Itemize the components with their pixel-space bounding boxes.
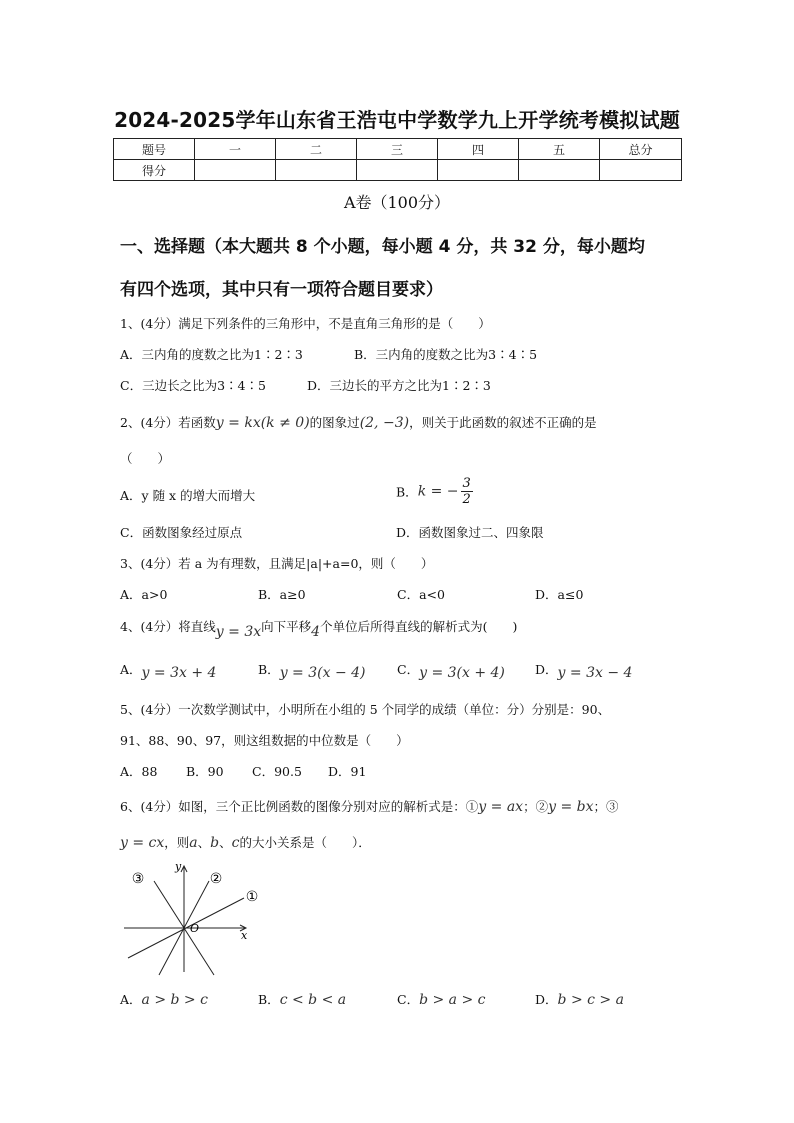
q6-option-b-text: c < b < a bbox=[279, 992, 347, 1008]
q6-option-a-label: A． bbox=[120, 992, 142, 1007]
q4-option-d-formula: y = 3x − 4 bbox=[557, 665, 633, 681]
q4-shift-number: 4 bbox=[311, 624, 321, 640]
section1-heading-line2: 有四个选项，其中只有一项符合题目要求） bbox=[120, 280, 443, 300]
q6-separator-2: ；③ bbox=[593, 799, 619, 814]
q2-option-a-label: A． bbox=[120, 488, 142, 503]
q1-option-c[interactable]: C．三边长之比为3∶4∶5 bbox=[120, 378, 266, 393]
q1-option-b[interactable]: B．三内角的度数之比为3∶4∶5 bbox=[354, 347, 538, 362]
q6-comma-2: 、 bbox=[219, 835, 232, 850]
q6-function-3: y = cx bbox=[120, 835, 165, 851]
q6-stem-text-c: 的大小关系是（ ）． bbox=[239, 835, 371, 850]
q2-option-b[interactable] bbox=[396, 476, 473, 507]
q4-option-b-formula: y = 3(x − 4) bbox=[279, 665, 366, 681]
q4-stem-text-a: 4、(4分）将直线 bbox=[120, 619, 216, 634]
score-cell[interactable] bbox=[276, 160, 357, 181]
q6-stem-line1 bbox=[120, 797, 619, 815]
q2-option-b-lhs: k = − bbox=[417, 483, 459, 500]
q4-stem bbox=[120, 617, 518, 640]
q1-option-a[interactable]: A．三内角的度数之比为1∶2∶3 bbox=[120, 347, 303, 362]
q5-stem-line1: 5、(4分）一次数学测试中，小明所在小组的 5 个同学的成绩（单位：分）分别是：90、 bbox=[120, 702, 611, 717]
q6-option-d-label: D． bbox=[535, 992, 558, 1007]
q6-option-b[interactable] bbox=[258, 990, 346, 1008]
q6-option-a[interactable] bbox=[120, 990, 208, 1008]
q6-var-a: a bbox=[189, 835, 198, 851]
q2-option-c[interactable]: C．函数图象经过原点 bbox=[120, 525, 243, 540]
q6-stem-text-a: 6、(4分）如图，三个正比例函数的图像分别对应的解析式是：① bbox=[120, 799, 479, 814]
q6-option-c[interactable] bbox=[397, 990, 486, 1008]
q2-stem bbox=[120, 413, 597, 431]
q1-option-d[interactable]: D．三边长的平方之比为1∶2∶3 bbox=[307, 378, 491, 393]
q4-option-a[interactable] bbox=[120, 660, 217, 681]
q2-option-d[interactable]: D．函数图象过二、四象限 bbox=[396, 525, 544, 540]
score-header-cell: 三 bbox=[357, 139, 438, 160]
q4-option-a-label: A． bbox=[120, 662, 142, 677]
score-cell[interactable] bbox=[438, 160, 519, 181]
graph-label-3: ③ bbox=[131, 871, 145, 887]
score-cell[interactable] bbox=[600, 160, 682, 181]
q2-option-b-fraction bbox=[461, 476, 473, 507]
graph-label-1: ① bbox=[245, 889, 259, 905]
q6-option-d-text: b > c > a bbox=[557, 992, 624, 1008]
part-a-heading: A卷（100分） bbox=[343, 193, 451, 212]
q4-option-a-formula: y = 3x + 4 bbox=[141, 665, 217, 681]
q2-stem-text-b: 的图象过 bbox=[309, 415, 360, 430]
q6-stem-text-b: ，则 bbox=[164, 835, 190, 850]
q6-var-c: c bbox=[231, 835, 240, 851]
q3-stem: 3、(4分）若 a 为有理数，且满足|a|+a=0，则（ ） bbox=[120, 556, 434, 571]
q6-function-1: y = ax bbox=[478, 799, 524, 815]
q6-graph bbox=[120, 858, 280, 976]
q4-option-d[interactable] bbox=[535, 660, 633, 681]
score-header-cell: 四 bbox=[438, 139, 519, 160]
q4-option-c-label: C． bbox=[397, 662, 420, 677]
q4-option-b-label: B． bbox=[258, 662, 280, 677]
score-table bbox=[113, 138, 682, 181]
q5-option-b[interactable]: B．90 bbox=[186, 764, 224, 779]
q6-separator-1: ；② bbox=[523, 799, 549, 814]
score-cell[interactable] bbox=[357, 160, 438, 181]
q2-option-b-label: B． bbox=[396, 484, 418, 500]
q6-option-d[interactable] bbox=[535, 990, 624, 1008]
section1-heading-line1: 一、选择题（本大题共 8 个小题，每小题 4 分，共 32 分，每小题均 bbox=[120, 237, 645, 257]
q3-option-c[interactable]: C．a<0 bbox=[397, 587, 445, 602]
score-header-cell: 总分 bbox=[600, 139, 682, 160]
score-table-header-row bbox=[114, 139, 682, 160]
q5-option-c[interactable]: C．90.5 bbox=[252, 764, 302, 779]
score-cell[interactable] bbox=[195, 160, 276, 181]
q1-stem: 1、(4分）满足下列条件的三角形中，不是直角三角形的是（ ） bbox=[120, 316, 491, 331]
q6-option-b-label: B． bbox=[258, 992, 280, 1007]
q6-var-b: b bbox=[210, 835, 220, 851]
x-axis-label: x bbox=[241, 929, 248, 942]
q6-option-c-text: b > a > c bbox=[419, 992, 486, 1008]
q6-function-2: y = bx bbox=[548, 799, 594, 815]
q4-function: y = 3x bbox=[215, 624, 262, 640]
q4-stem-text-c: 个单位后所得直线的解析式为( ) bbox=[320, 619, 518, 634]
q6-stem-line2 bbox=[120, 833, 371, 851]
q5-option-a[interactable]: A．88 bbox=[120, 764, 158, 779]
fraction-denominator: 2 bbox=[462, 492, 471, 507]
q4-option-b[interactable] bbox=[258, 660, 366, 681]
origin-label: O bbox=[190, 922, 200, 935]
score-row-label: 得分 bbox=[114, 160, 195, 181]
score-header-cell: 二 bbox=[276, 139, 357, 160]
score-header-cell: 一 bbox=[195, 139, 276, 160]
score-header-cell: 题号 bbox=[114, 139, 195, 160]
q4-option-d-label: D． bbox=[535, 662, 558, 677]
q2-option-a[interactable] bbox=[120, 486, 255, 504]
q4-stem-text-b: 向下平移 bbox=[261, 619, 312, 634]
score-header-cell: 五 bbox=[519, 139, 600, 160]
q4-option-c[interactable] bbox=[397, 660, 505, 681]
exam-title: 2024-2025学年山东省王浩屯中学数学九上开学统考模拟试题 bbox=[114, 108, 680, 132]
y-axis-label: y bbox=[175, 860, 182, 873]
q6-comma-1: 、 bbox=[197, 835, 211, 850]
q2-paren: （ ） bbox=[120, 451, 171, 466]
score-table-score-row bbox=[114, 160, 682, 181]
q2-option-a-text: y 随 x 的增大而增大 bbox=[141, 488, 256, 503]
q5-option-d[interactable]: D．91 bbox=[328, 764, 367, 779]
q2-point: (2, −3) bbox=[359, 415, 410, 431]
graph-label-2: ② bbox=[209, 871, 223, 887]
q6-option-a-text: a > b > c bbox=[141, 992, 208, 1008]
q2-function: y = kx(k ≠ 0) bbox=[215, 415, 310, 431]
fraction-numerator: 3 bbox=[462, 476, 471, 491]
q3-option-a[interactable]: A．a>0 bbox=[120, 587, 168, 602]
q4-option-c-formula: y = 3(x + 4) bbox=[419, 665, 505, 681]
q6-option-c-label: C． bbox=[397, 992, 420, 1007]
q2-stem-text-a: 2、(4分）若函数 bbox=[120, 415, 216, 430]
q2-stem-text-c: ，则关于此函数的叙述不正确的是 bbox=[409, 415, 597, 430]
q5-stem-line2: 91、88、90、97，则这组数据的中位数是（ ） bbox=[120, 733, 409, 748]
q3-option-d[interactable]: D．a≤0 bbox=[535, 587, 584, 602]
score-cell[interactable] bbox=[519, 160, 600, 181]
q3-option-b[interactable]: B．a≥0 bbox=[258, 587, 306, 602]
